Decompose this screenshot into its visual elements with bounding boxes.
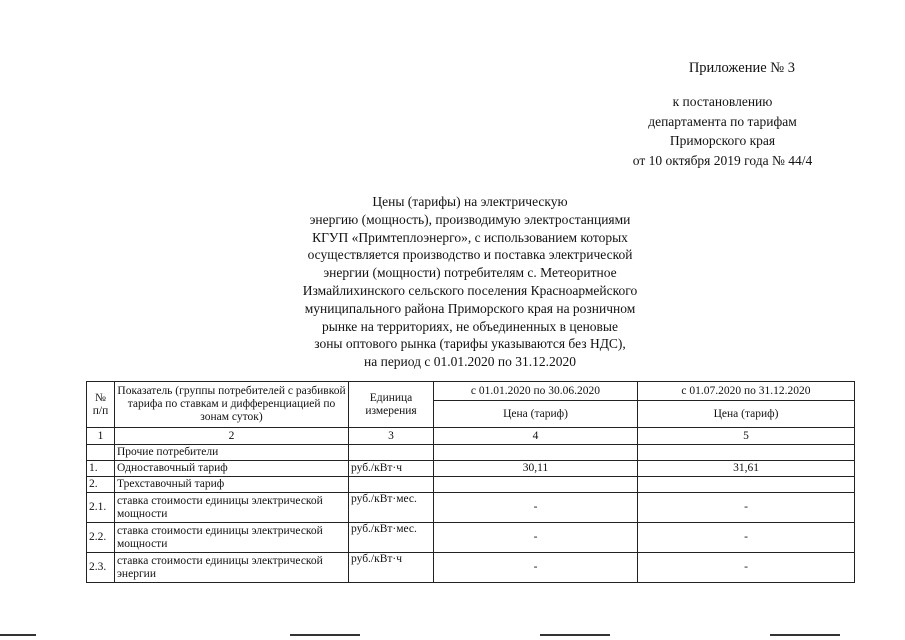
row-value-2: -: [638, 553, 855, 583]
title-line: Цены (тарифы) на электрическую: [372, 194, 568, 209]
row-name: Трехставочный тариф: [115, 477, 349, 493]
header-unit: Единица измерения: [349, 382, 434, 428]
row-num: 1.: [87, 461, 115, 477]
column-number: 3: [349, 428, 434, 445]
column-number: 2: [115, 428, 349, 445]
row-unit: руб./кВт·ч: [349, 553, 434, 583]
row-name: ставка стоимости единицы электрической энергии: [115, 553, 349, 583]
row-num: 2.2.: [87, 523, 115, 553]
header-period-2: с 01.07.2020 по 31.12.2020: [638, 382, 855, 401]
row-value-2: -: [638, 523, 855, 553]
scan-edge-line: [290, 634, 360, 636]
row-value-1: -: [434, 553, 638, 583]
table-row: [87, 523, 855, 553]
row-name: Одноставочный тариф: [115, 461, 349, 477]
column-number: 1: [87, 428, 115, 445]
title-line: осуществляется производство и поставка электрической: [307, 247, 633, 263]
header-price-2: Цена (тариф): [638, 401, 855, 428]
row-value-1: [434, 477, 638, 493]
row-unit: руб./кВт·мес.: [349, 493, 434, 523]
row-value-1: -: [434, 493, 638, 523]
title-line: зоны оптового рынка (тарифы указываются без НДС),: [314, 336, 626, 352]
row-value-1: -: [434, 523, 638, 553]
header-num: № п/п: [87, 382, 115, 428]
row-unit: руб./кВт·мес.: [349, 523, 434, 553]
group-label: Прочие потребители: [115, 445, 349, 461]
tariff-table: [86, 381, 855, 583]
row-unit: [349, 477, 434, 493]
row-name: ставка стоимости единицы электрической мощности: [115, 493, 349, 523]
header-period-1: с 01.01.2020 по 30.06.2020: [434, 382, 638, 401]
row-value-2: -: [638, 493, 855, 523]
reference-line: департамента по тарифам: [648, 113, 797, 129]
row-name: ставка стоимости единицы электрической мощности: [115, 523, 349, 553]
row-value-1: 30,11: [434, 461, 638, 477]
scan-edge-line: [540, 634, 610, 636]
title-line: на период с 01.01.2020 по 31.12.2020: [364, 354, 576, 370]
header-price-1: Цена (тариф): [434, 401, 638, 428]
group-row: [87, 445, 855, 461]
title-line: энергии (мощности) потребителям с. Метеоритное: [323, 265, 617, 281]
row-num: 2.: [87, 477, 115, 493]
reference-line: к постановлению: [672, 94, 773, 109]
table-row: [87, 477, 855, 493]
row-value-2: 31,61: [638, 461, 855, 477]
title-line: КГУП «Примтеплоэнерго», с использованием которых: [312, 229, 628, 245]
title-line: Измайлихинского сельского поселения Красноармейского: [302, 282, 638, 298]
row-num: 2.1.: [87, 493, 115, 523]
decree-reference: [600, 92, 845, 170]
table-row: [87, 553, 855, 583]
table-row: [87, 493, 855, 523]
title-line: рынке на территориях, не объединенных в ценовые: [322, 318, 618, 334]
row-num: 2.3.: [87, 553, 115, 583]
table-row: [87, 461, 855, 477]
document-title: [240, 193, 700, 371]
column-number: 5: [638, 428, 855, 445]
reference-line: Приморского края: [669, 133, 776, 148]
scan-edge-line: [770, 634, 840, 636]
row-unit: руб./кВт·ч: [349, 461, 434, 477]
appendix-label: Приложение № 3: [688, 60, 795, 76]
header-indicator: Показатель (группы потребителей с разбивкой тарифа по ставкам и дифференциацией по зонам суток): [115, 382, 349, 428]
column-number: 4: [434, 428, 638, 445]
reference-line: от 10 октября 2019 года № 44/4: [632, 152, 813, 168]
title-line: энергию (мощность), производимую электростанциями: [309, 211, 631, 227]
title-line: муниципального района Приморского края на розничном: [304, 300, 636, 316]
row-value-2: [638, 477, 855, 493]
scan-edge-line: [0, 634, 36, 636]
